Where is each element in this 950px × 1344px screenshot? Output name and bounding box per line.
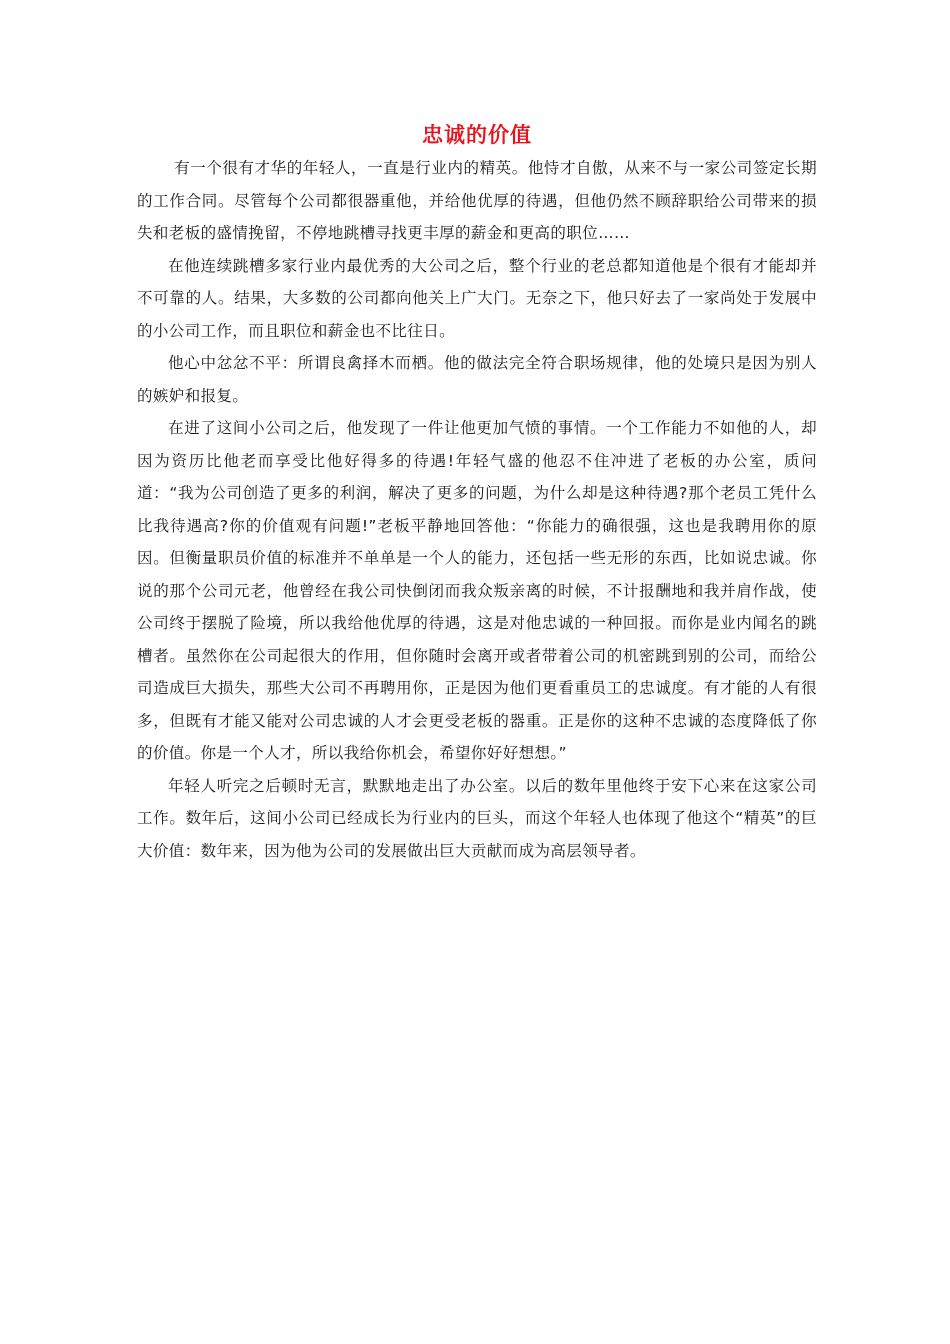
document-body xyxy=(137,152,817,867)
paragraph-4: 在进了这间小公司之后，他发现了一件让他更加气愤的事情。一个工作能力不如他的人，却因为资历比他老而享受比他好得多的待遇!年轻气盛的他忍不住冲进了老板的办公室，质问道：“我为公司创造了更多的利润，解决了更多的问题，为什么却是这种待遇?那个老员工凭什么比我待遇高?你的价值观有问题!”老板平静地回答他：“你能力的确很强，这也是我聘用你的原因。但衡量职员价值的标准并不单单是一个人的能力，还包括一些无形的东西，比如说忠诚。你说的那个公司元老，他曾经在我公司快倒闭而我众叛亲离的时候，不计报酬地和我并肩作战，使公司终于摆脱了险境，所以我给他优厚的待遇，这是对他忠诚的一种回报。而你是业内闻名的跳槽者。虽然你在公司起很大的作用，但你随时会离开或者带着公司的机密跳到别的公司，而给公司造成巨大损失，那些大公司不再聘用你，正是因为他们更看重员工的忠诚度。有才能的人有很多，但既有才能又能对公司忠诚的人才会更受老板的器重。正是你的这种不忠诚的态度降低了你的价值。你是一个人才，所以我给你机会，希望你好好想想。” xyxy=(137,419,817,762)
paragraph-3: 他心中忿忿不平：所谓良禽择木而栖。他的做法完全符合职场规律，他的处境只是因为别人的嫉妒和报复。 xyxy=(137,354,817,405)
paragraph-5: 年轻人听完之后顿时无言，默默地走出了办公室。以后的数年里他终于安下心来在这家公司工作。数年后，这间小公司已经成长为行业内的巨头，而这个年轻人也体现了他这个“精英”的巨大价值：数年来，因为他为公司的发展做出巨大贡献而成为高层领导者。 xyxy=(137,776,817,860)
paragraph-2: 在他连续跳槽多家行业内最优秀的大公司之后，整个行业的老总都知道他是个很有才能却并不可靠的人。结果，大多数的公司都向他关上广大门。无奈之下，他只好去了一家尚处于发展中的小公司工作，而且职位和薪金也不比往日。 xyxy=(137,256,817,340)
paragraph-1: 有一个很有才华的年轻人，一直是行业内的精英。他恃才自傲，从来不与一家公司签定长期的工作合同。尽管每个公司都很器重他，并给他优厚的待遇，但他仍然不顾辞职给公司带来的损失和老板的盛情挽留，不停地跳槽寻找更丰厚的薪金和更高的职位…… xyxy=(137,159,817,242)
document-page xyxy=(137,118,817,867)
document-title: 忠诚的价值 xyxy=(422,122,532,147)
